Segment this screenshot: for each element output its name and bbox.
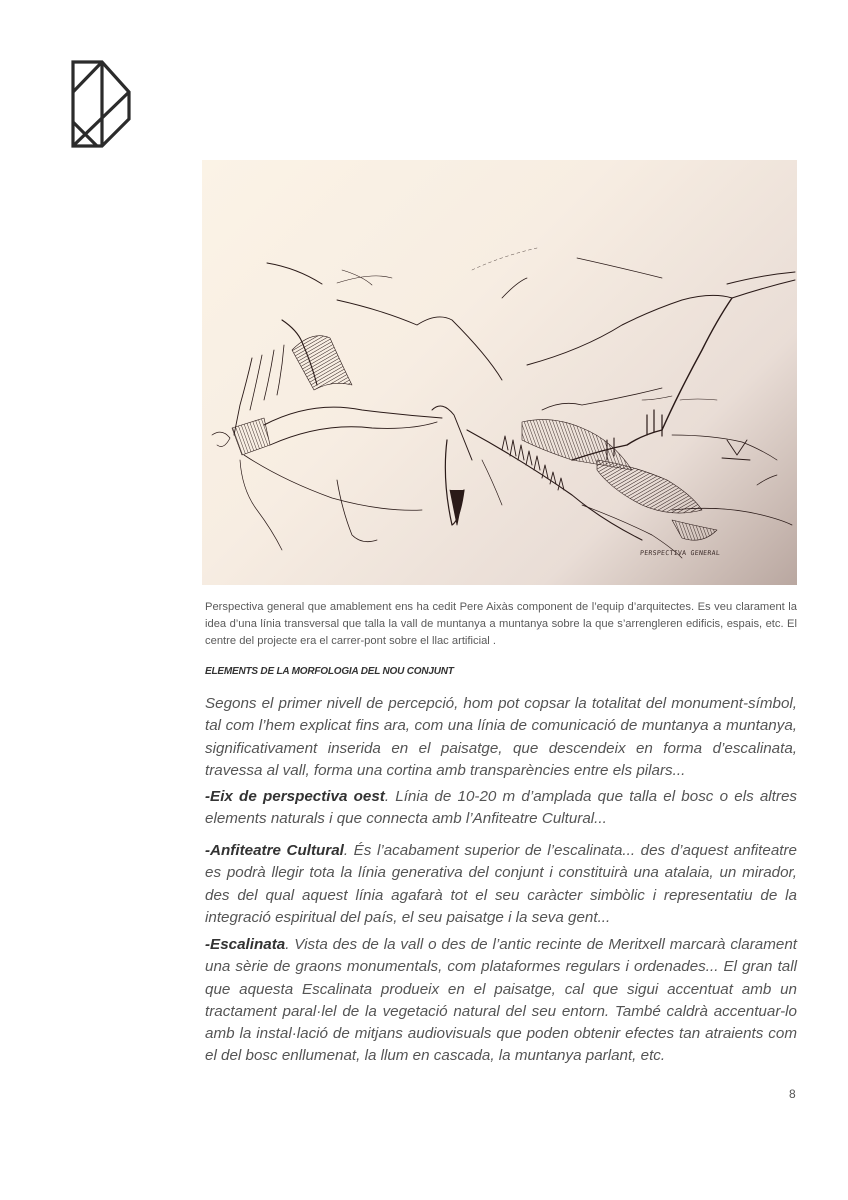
- paragraph-intro: [205, 693, 797, 782]
- paragraph-anfiteatre: [205, 840, 797, 929]
- paragraph-text: . És l’acabament superior de l’escalinata... des d’aquest anfiteatre es podrà llegir tota la línia generativa del conjunt i constituirà una atalaia, un mirador, des del qual aquest línia agafarà tot el seu caràcter simbòlic i representatiu de la integració espiritual del país, el seu paisatge i la seva gent...: [205, 842, 797, 926]
- paragraph-lead: -Eix de perspectiva oest: [205, 788, 385, 805]
- paragraph-escalinata: [205, 934, 797, 1068]
- sketch-image: [202, 160, 797, 585]
- paragraph-lead: -Anfiteatre Cultural: [205, 842, 344, 859]
- sketch-handwritten-label: PERSPECTIVA GENERAL: [639, 549, 721, 557]
- paragraph-eix-perspectiva: [205, 786, 797, 831]
- paragraph-lead: -Escalinata: [205, 936, 286, 953]
- paragraph-text: Segons el primer nivell de percepció, hom pot copsar la totalitat del monument-símbol, tal com l’hem explicat fins ara, com una línia de comunicació de muntanya a muntanya, significativament inserida en el paisatge, que descendeix en forma d’escalinata, travessa al vall, forma una cortina amb transparències entre els pilars...: [205, 695, 797, 779]
- paragraph-text: . Línia de 10-20 m d’amplada que talla el bosc o els altres elements naturals i que connecta amb l’Anfiteatre Cultural...: [205, 788, 798, 828]
- paragraph-text: . Vista des de la vall o des de l’antic recinte de Meritxell marcarà clarament una sèrie de graons monumentals, com plataformes regulars i ordenades... El gran tall que aquesta Escalinata produeix en el paisatge, cal que sigui accentuat amb un tractament paral·lel de la vegetació natural del seu entorn. També caldrà accentuar-lo amb la instal·lació de mitjans audiovisuals que poden obtenir efectes tan atraients com el del bosc enllumenat, la llum en cascada, la muntanya parlant, etc.: [205, 936, 797, 1065]
- section-heading: ELEMENTS DE LA MORFOLOGIA DEL NOU CONJUNT: [205, 666, 454, 677]
- figure-caption: Perspectiva general que amablement ens ha cedit Pere Aixàs component de l’equip d’arquitectes. Es veu clarament la idea d’una línia transversal que talla la vall de muntanya a muntanya sobre la que s’arrengleren edificis, espais, etc. El centre del projecte era el carrer-pont sobre el llac artificial .: [205, 601, 797, 647]
- page-number: 8: [789, 1087, 796, 1101]
- logo-icon: [70, 60, 132, 148]
- landscape-sketch: [202, 160, 797, 585]
